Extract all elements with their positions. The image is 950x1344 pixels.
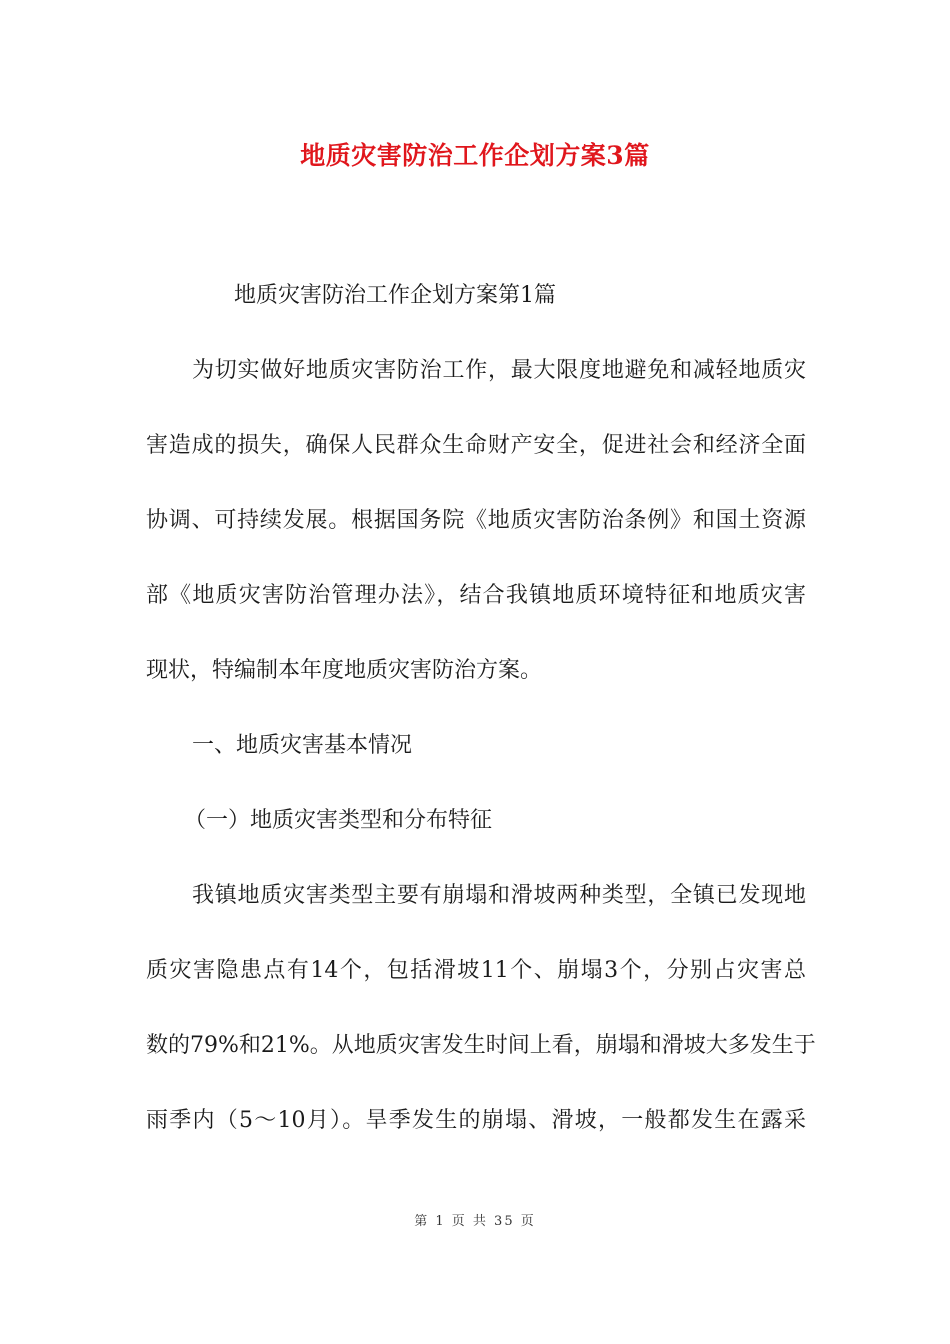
paragraph-line: 我镇地质灾害类型主要有崩塌和滑坡两种类型，全镇已发现地 <box>192 883 806 908</box>
heading-level-2: （一）地质灾害类型和分布特征 <box>184 808 493 833</box>
intro-line: 部《地质灾害防治管理办法》，结合我镇地质环境特征和地质灾害 <box>146 583 806 608</box>
intro-line: 协调、可持续发展。根据国务院《地质灾害防治条例》和国土资源 <box>146 508 806 533</box>
document-title: 地质灾害防治工作企划方案3篇 <box>300 141 650 170</box>
heading-level-1: 一、地质灾害基本情况 <box>192 733 413 758</box>
paragraph-line: 质灾害隐患点有14个，包括滑坡11个、崩塌3个，分别占灾害总 <box>146 958 806 983</box>
paragraph-line: 数的79%和21%。从地质灾害发生时间上看，崩塌和滑坡大多发生于 <box>146 1033 816 1058</box>
intro-line: 害造成的损失，确保人民群众生命财产安全，促进社会和经济全面 <box>146 433 806 458</box>
page-number-footer: 第 1 页 共 35 页 <box>414 1214 536 1229</box>
intro-line: 现状，特编制本年度地质灾害防治方案。 <box>146 658 543 683</box>
section-heading: 地质灾害防治工作企划方案第1篇 <box>234 283 556 308</box>
intro-line: 为切实做好地质灾害防治工作，最大限度地避免和减轻地质灾 <box>192 358 806 383</box>
document-body <box>146 272 816 1145</box>
paragraph-line: 雨季内（5～10月）。旱季发生的崩塌、滑坡，一般都发生在露采 <box>146 1108 806 1133</box>
